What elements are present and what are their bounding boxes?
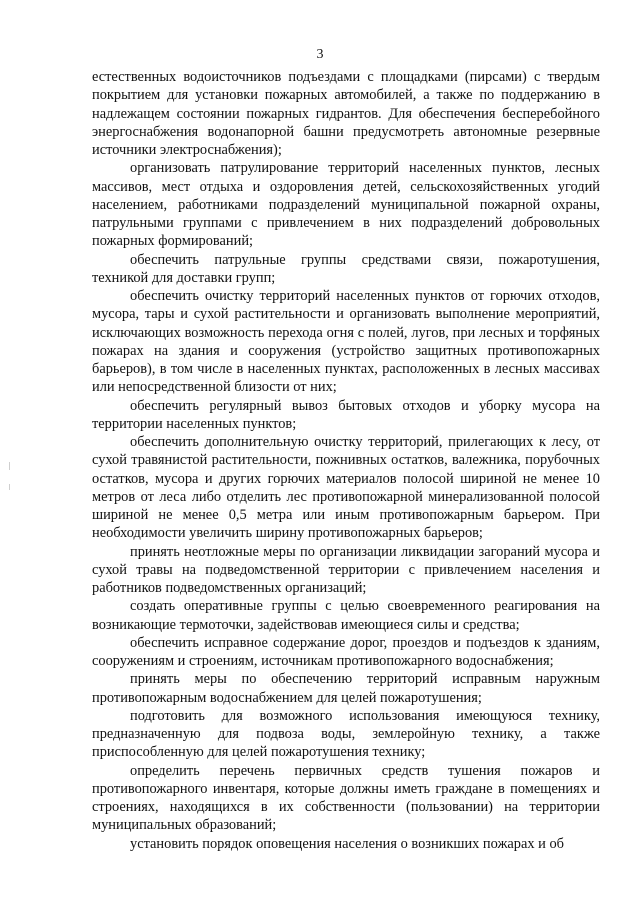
paragraph-fire-liquidation: принять неотложные меры по организации ликвидации загораний мусора и сухой травы на подведомственной территории с привлечением населения и работников подведомственных организаций;: [92, 543, 600, 596]
document-body: [92, 68, 600, 853]
paragraph-notification-order: установить порядок оповещения населения о возникших пожарах и об: [130, 835, 564, 852]
paragraph-water-sources: естественных водоисточников подъездами с площадками (пирсами) с твердым покрытием для установки пожарных автомобилей, а также по поддержанию в надлежащем состоянии пожарных гидрантов. Для обеспечения бесперебойного энергоснабжения водонапорной башни предусмотреть автономные резервные источники электроснабжения);: [92, 69, 600, 158]
page-number: 3: [316, 47, 324, 62]
paragraph-road-maintenance: обеспечить исправное содержание дорог, проездов и подъездов к зданиям, сооружениям и строениям, источникам противопожарного водоснабжения;: [92, 634, 600, 669]
paragraph-territory-cleaning: обеспечить очистку территорий населенных пунктов от горючих отходов, мусора, тары и сухой растительности и организовать выполнение мероприятий, исключающих возможность перехода огня с полей, лугов, при лесных и торфяных пожарах на здания и сооружения (устройство защитных противопожарных барьеров), в том числе в населенных пунктах, расположенных в лесных массивах или непосредственной близости от них;: [92, 288, 600, 396]
paragraph-waste-removal: обеспечить регулярный вывоз бытовых отходов и уборку мусора на территории населенных пунктов;: [92, 397, 600, 432]
paragraph-forest-edge-cleaning: обеспечить дополнительную очистку территорий, прилегающих к лесу, от сухой травянистой растительности, пожнивных остатков, валежника, порубочных остатков, мусора и других горючих материалов полосой шириной не менее 10 метров от леса либо отделить лес противопожарной минерализованной полосой шириной не менее 0,5 метра или иным противопожарным барьером. При необходимости увеличить ширину противопожарных барьеров;: [92, 434, 600, 542]
paragraph-equipment-preparation: подготовить для возможного использования имеющуюся технику, предназначенную для подвоза воды, землеройную технику, а также приспособленную для целей пожаротушения технику;: [92, 707, 600, 761]
margin-mark: [9, 484, 10, 490]
paragraph-operational-groups: создать оперативные группы с целью своевременного реагирования на возникающие термоточки, задействовав имеющиеся силы и средства;: [92, 598, 600, 633]
paragraph-patrol-organization: организовать патрулирование территорий населенных пунктов, лесных массивов, мест отдыха и оздоровления детей, сельскохозяйственных угодий населением, работниками подразделений муниципальной пожарной охраны, патрульными группами с привлечением в них подразделений добровольных пожарных формирований;: [92, 160, 600, 250]
paragraph-primary-means: определить перечень первичных средств тушения пожаров и противопожарного инвентаря, которые должны иметь граждане в помещениях и строениях, находящихся в их собственности (пользовании) на территории муниципальных образований;: [92, 762, 600, 834]
margin-mark: [9, 462, 10, 470]
paragraph-patrol-equipment: обеспечить патрульные группы средствами связи, пожаротушения, техникой для доставки групп;: [92, 251, 600, 286]
paragraph-water-supply: принять меры по обеспечению территорий исправным наружным противопожарным водоснабжением для целей пожаротушения;: [92, 671, 600, 706]
